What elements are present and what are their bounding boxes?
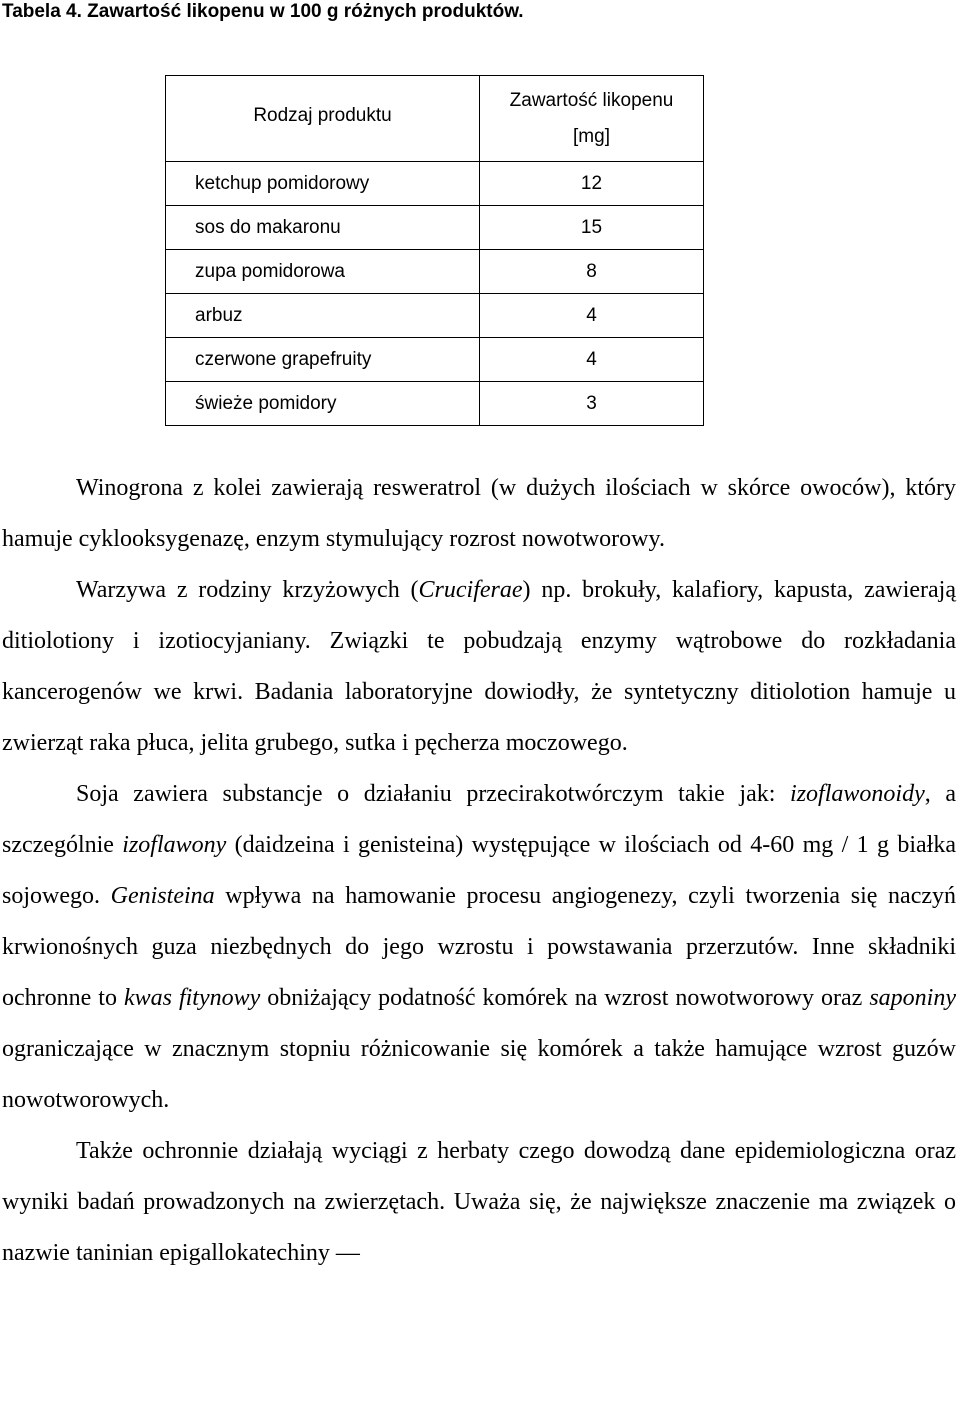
table-header-row — [166, 76, 704, 162]
body-text — [2, 463, 956, 1279]
lycopene-table — [165, 75, 704, 426]
paragraph-tea: Także ochronnie działają wyciągi z herbaty czego dowodzą dane epidemiologiczna oraz wyniki badań prowadzonych na zwierzętach. Uważa się, że największe znaczenie ma związek o nazwie taninian epigallokatechiny — — [2, 1138, 956, 1266]
product-name: świeże pomidory — [166, 382, 480, 426]
paragraph-soy — [2, 769, 956, 1126]
paragraph-text: (daidzeina i genisteina) występujące w ilościach od 4-60 mg / 1 g białka sojowego. — [2, 832, 956, 909]
paragraph-text: ograniczające w znacznym stopniu różnicowanie się komórek a także hamujące wzrost guzów nowotworowych. — [2, 1036, 956, 1113]
paragraph-text: Soja zawiera substancje o działaniu przecirakotwórczym takie jak: — [76, 781, 791, 807]
italic-term: izoflawony — [122, 832, 227, 858]
lycopene-value: 4 — [480, 338, 704, 382]
table-row — [166, 294, 704, 338]
lycopene-value: 15 — [480, 206, 704, 250]
header-content-line1: Zawartość likopenu — [509, 89, 674, 111]
lycopene-value: 3 — [480, 382, 704, 426]
paragraph-text: wpływa na hamowanie procesu angiogenezy, czyli tworzenia się naczyń krwionośnych guza niezbędnych do jego wzrostu i powstawania przerzutów. Inne składniki ochronne to — [2, 883, 956, 1011]
table-row — [166, 338, 704, 382]
paragraph-text: Warzywa z rodziny krzyżowych ( — [76, 577, 419, 603]
italic-term: izoflawonoidy — [790, 781, 925, 807]
lycopene-value: 12 — [480, 162, 704, 206]
table-caption: Tabela 4. Zawartość likopenu w 100 g różnych produktów. — [2, 1, 524, 22]
table-row — [166, 206, 704, 250]
paragraph-grapes: Winogrona z kolei zawierają resweratrol (w dużych ilościach w skórce owoców), który hamuje cyklooksygenazę, enzym stymulujący rozrost nowotworowy. — [2, 475, 956, 552]
lycopene-value: 8 — [480, 250, 704, 294]
table-row — [166, 162, 704, 206]
product-name: ketchup pomidorowy — [166, 162, 480, 206]
header-content-unit: [mg] — [573, 125, 610, 147]
product-name: zupa pomidorowa — [166, 250, 480, 294]
paragraph-cruciferous — [2, 565, 956, 769]
paragraph-text: obniżający podatność komórek na wzrost nowotworowy oraz — [260, 985, 870, 1011]
product-name: czerwone grapefruity — [166, 338, 480, 382]
italic-term: Genisteina — [110, 883, 215, 909]
italic-term: kwas fitynowy — [123, 985, 261, 1011]
paragraph-text: , a szczególnie — [2, 781, 956, 858]
product-name: arbuz — [166, 294, 480, 338]
product-name: sos do makaronu — [166, 206, 480, 250]
paragraph-text: ) np. brokuły, kalafiory, kapusta, zawierają ditiolotiony i izotiocyjaniany. Związki te pobudzają enzymy wątrobowe do rozkładania kancerogenów we krwi. Badania laboratoryjne dowiodły, że syntetyczny ditiolotion hamuje u zwierząt raka płuca, jelita grubego, sutka i pęcherza moczowego. — [2, 577, 956, 756]
header-product: Rodzaj produktu — [166, 76, 480, 162]
table-row — [166, 250, 704, 294]
italic-term: saponiny — [869, 985, 956, 1011]
lycopene-value: 4 — [480, 294, 704, 338]
table-row — [166, 382, 704, 426]
header-content — [480, 76, 704, 162]
italic-term: Cruciferae — [418, 577, 523, 603]
